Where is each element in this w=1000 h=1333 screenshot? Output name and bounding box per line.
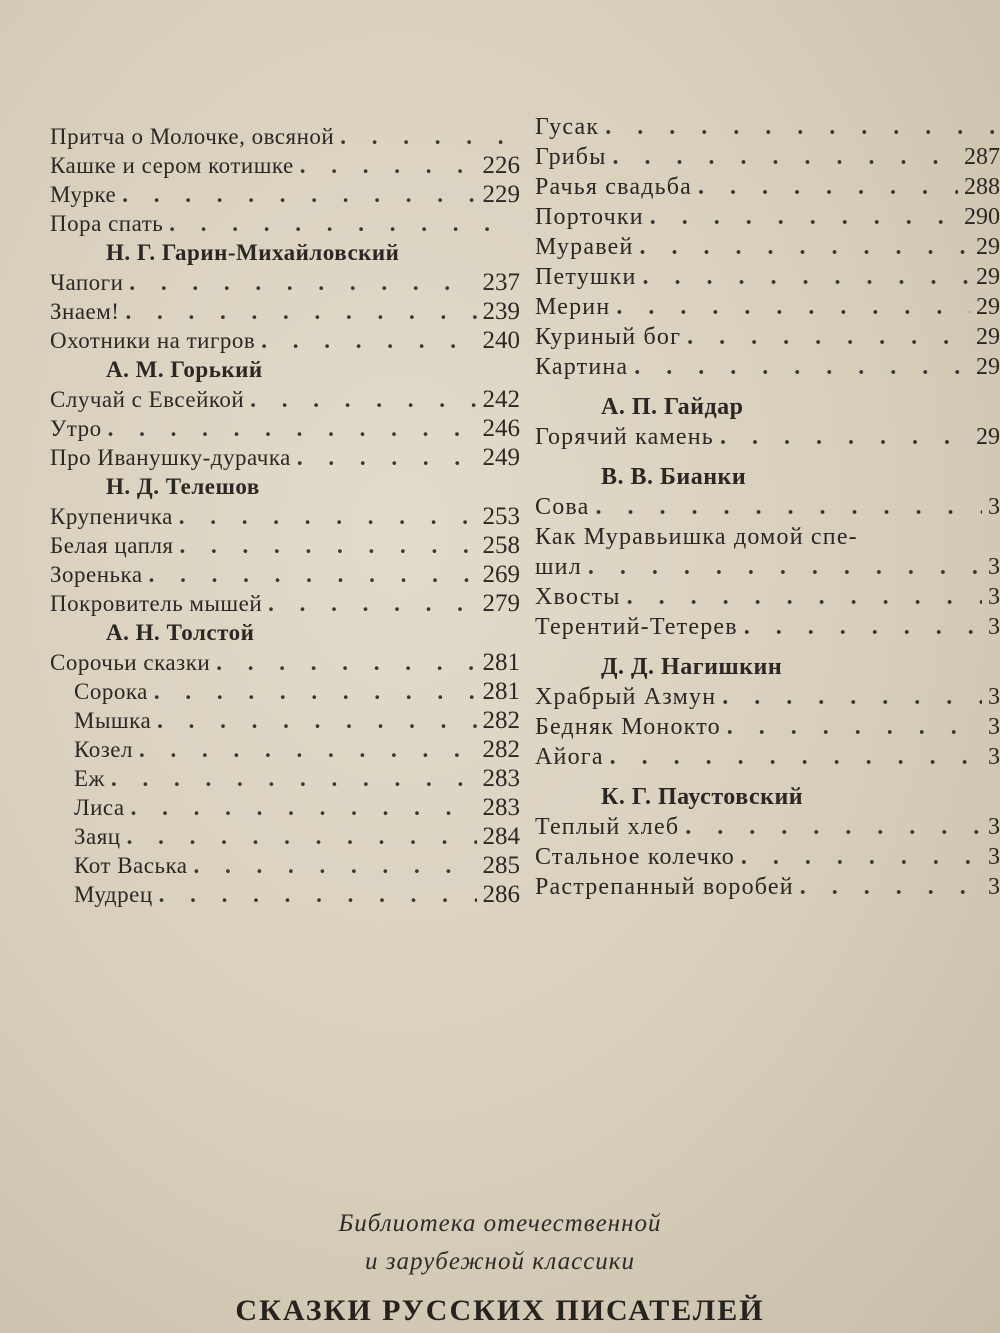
toc-entry [50,122,520,151]
toc-entry-page: 239 [482,298,520,325]
toc-entry-page: 29 [976,354,1000,380]
toc-entry-title: Растрепанный воробей [535,874,794,900]
toc-entry-title: Как Муравьишка домой спе- [535,524,858,550]
toc-entry [50,764,520,793]
author-heading: А. М. Горький [106,357,263,382]
toc-entry-title: Муравей [535,234,634,260]
toc-entry [535,842,1000,872]
toc-entry [535,292,1000,322]
toc-right-column [535,112,1000,902]
toc-entry-title: Петушки [535,264,637,290]
dot-leader [131,793,477,822]
toc-entry-page: 3 [988,684,1000,710]
toc-entry [50,443,520,472]
toc-entry [50,502,520,531]
author-heading: Н. Д. Телешов [106,474,260,499]
toc-entry-page: 226 [482,152,520,179]
dot-leader [634,352,970,382]
dot-leader [741,842,982,872]
dot-leader [179,502,477,531]
toc-entry-page: 3 [988,874,1000,900]
dot-leader [180,531,477,560]
toc-entry [535,352,1000,382]
toc-entry [50,209,520,238]
toc-entry [50,735,520,764]
toc-entry-title: Мышка [74,708,152,733]
dot-leader [744,612,982,642]
toc-entry-title: Лиса [74,795,125,820]
author-heading: В. В. Бианки [601,464,747,490]
dot-leader [727,712,982,742]
dot-leader [340,122,514,151]
toc-entry-title: Пора спать [50,211,164,236]
series-caption [0,1205,1000,1281]
toc-entry-page: 29 [976,424,1000,450]
toc-entry-page: 287 [964,144,1000,170]
toc-entry [535,582,1000,612]
toc-entry-title: Покровитель мышей [50,591,263,616]
toc-entry-title: Зоренька [50,562,143,587]
toc-entry-title: Бедняк Монокто [535,714,721,740]
dot-leader [616,292,970,322]
author-heading: Н. Г. Гарин-Михайловский [106,240,400,265]
dot-leader [250,385,476,414]
toc-entry-page: 282 [482,707,520,734]
toc-entry-title: Заяц [74,824,121,849]
dot-leader [610,742,982,772]
toc-entry-page: 3 [988,554,1000,580]
toc-entry-title: Охотники на тигров [50,328,256,353]
toc-entry-title: Куриный бог [535,324,682,350]
toc-entry [535,742,1000,772]
toc-entry-title: Картина [535,354,629,380]
toc-entry-page: 3 [988,494,1000,520]
dot-leader [157,706,476,735]
toc-entry-page: 290 [964,204,1000,230]
toc-entry [50,822,520,851]
dot-leader [261,326,476,355]
toc-entry-page: 283 [482,765,520,792]
toc-entry [50,180,520,209]
toc-entry-title: Сорока [74,679,148,704]
toc-entry [535,712,1000,742]
toc-entry [535,812,1000,842]
dot-leader [139,735,477,764]
toc-entry [50,268,520,297]
toc-entry-page: 29 [976,234,1000,260]
dot-leader [722,682,982,712]
toc-entry-page: 288 [964,174,1000,200]
toc-entry-page: 284 [482,823,520,850]
toc-entry-page: 29 [976,264,1000,290]
toc-entry-page: 282 [482,736,520,763]
toc-entry-title: Случай с Евсейкой [50,387,245,412]
toc-entry-page: 253 [482,503,520,530]
toc-entry-page: 258 [482,532,520,559]
toc-entry-page: 3 [988,814,1000,840]
toc-entry-page: 283 [482,794,520,821]
toc-entry-title: Горячий камень [535,424,714,450]
toc-entry-title: Козел [74,737,133,762]
dot-leader [159,880,477,909]
toc-entry-page: 3 [988,744,1000,770]
dot-leader [639,232,970,262]
toc-entry [50,531,520,560]
series-line-2: и зарубежной классики [364,1248,635,1275]
dot-leader [588,552,982,582]
toc-entry [535,872,1000,902]
dot-leader [698,172,958,202]
dot-leader [720,422,970,452]
toc-entry-title: Белая цапля [50,533,174,558]
toc-entry [535,612,1000,642]
dot-leader [125,297,476,326]
toc-entry-title: Чапоги [50,270,124,295]
toc-entry [50,589,520,618]
toc-entry [535,322,1000,352]
toc-entry-page: 237 [482,269,520,296]
toc-entry-title: Кот Васька [74,853,188,878]
author-heading: Д. Д. Нагишкин [601,654,783,680]
toc-entry-page: 229 [482,181,520,208]
toc-entry-page: 286 [482,881,520,908]
toc-entry-title: Утро [50,416,102,441]
toc-entry-title: Грибы [535,144,607,170]
toc-entry [535,142,1000,172]
toc-entry-title: Терентий-Тетерев [535,614,738,640]
toc-entry [50,880,520,909]
series-line-1: Библиотека отечественной [338,1210,662,1237]
toc-entry-title: Рачья свадьба [535,174,693,200]
toc-entry-title: Хвосты [535,584,621,610]
toc-entry-title: Мерин [535,294,611,320]
toc-left-column [50,122,520,909]
dot-leader [595,492,982,522]
toc-entry [535,202,1000,232]
toc-entry-title: Знаем! [50,299,120,324]
toc-entry-page: 3 [988,714,1000,740]
dot-leader [268,589,476,618]
toc-entry-title: Гусак [535,114,600,140]
toc-entry-title: Притча о Молочке, овсяной [50,124,335,149]
toc-entry [50,414,520,443]
dot-leader [605,112,994,142]
dot-leader [685,812,982,842]
toc-entry-page: 3 [988,614,1000,640]
toc-entry-title: Сорочьи сказки [50,650,211,675]
toc-entry-page: 285 [482,852,520,879]
toc-entry-page: 249 [482,444,520,471]
toc-entry-title: Стальное колечко [535,844,735,870]
toc-entry-title: Теплый хлеб [535,814,680,840]
dot-leader [643,262,970,292]
dot-leader [108,414,477,443]
toc-entry [535,522,1000,552]
toc-entry-title: Сова [535,494,590,520]
dot-leader [297,443,477,472]
dot-leader [127,822,477,851]
toc-entry-page: 281 [482,678,520,705]
toc-entry-title: Про Иванушку-дурачка [50,445,291,470]
dot-leader [300,151,477,180]
dot-leader [129,268,476,297]
toc-entry-page: 242 [482,386,520,413]
toc-entry-page: 269 [482,561,520,588]
toc-entry [50,297,520,326]
toc-entry [50,326,520,355]
toc-entry-title: Еж [74,766,105,791]
toc-entry-title: Кашке и сером котишке [50,153,294,178]
toc-entry [50,385,520,414]
toc-entry-title: Порточки [535,204,644,230]
toc-entry [50,851,520,880]
toc-entry [50,677,520,706]
toc-entry [535,552,1000,582]
toc-entry-title: шил [535,554,582,580]
toc-entry-page: 3 [988,584,1000,610]
toc-entry [535,112,1000,142]
author-heading: А. Н. Толстой [106,620,255,645]
author-heading: А. П. Гайдар [601,394,744,420]
toc-entry [535,262,1000,292]
toc-entry-title: Айога [535,744,604,770]
toc-entry-title: Мудрец [74,882,153,907]
toc-entry [535,682,1000,712]
dot-leader [650,202,958,232]
dot-leader [687,322,970,352]
toc-entry [535,172,1000,202]
toc-entry [50,706,520,735]
toc-entry [535,422,1000,452]
toc-entry-title: Крупеничка [50,504,173,529]
toc-entry [50,648,520,677]
toc-entry [535,492,1000,522]
toc-entry-title: Мурке [50,182,117,207]
book-title: СКАЗКИ РУССКИХ ПИСАТЕЛЕЙ [235,1294,765,1327]
dot-leader [169,209,514,238]
dot-leader [613,142,958,172]
toc-entry-page: 29 [976,324,1000,350]
dot-leader [122,180,476,209]
dot-leader [216,648,476,677]
toc-entry-page: 281 [482,649,520,676]
toc-entry-page: 279 [482,590,520,617]
toc-entry [50,793,520,822]
toc-entry-page: 240 [482,327,520,354]
dot-leader [627,582,982,612]
toc-entry-page: 246 [482,415,520,442]
dot-leader [111,764,477,793]
author-heading: К. Г. Паустовский [601,784,804,810]
toc-entry [50,560,520,589]
toc-entry [50,151,520,180]
toc-entry-page: 29 [976,294,1000,320]
toc-entry [535,232,1000,262]
dot-leader [800,872,982,902]
toc-entry-page: 3 [988,844,1000,870]
dot-leader [154,677,477,706]
dot-leader [193,851,476,880]
dot-leader [149,560,477,589]
toc-entry-title: Храбрый Азмун [535,684,717,710]
